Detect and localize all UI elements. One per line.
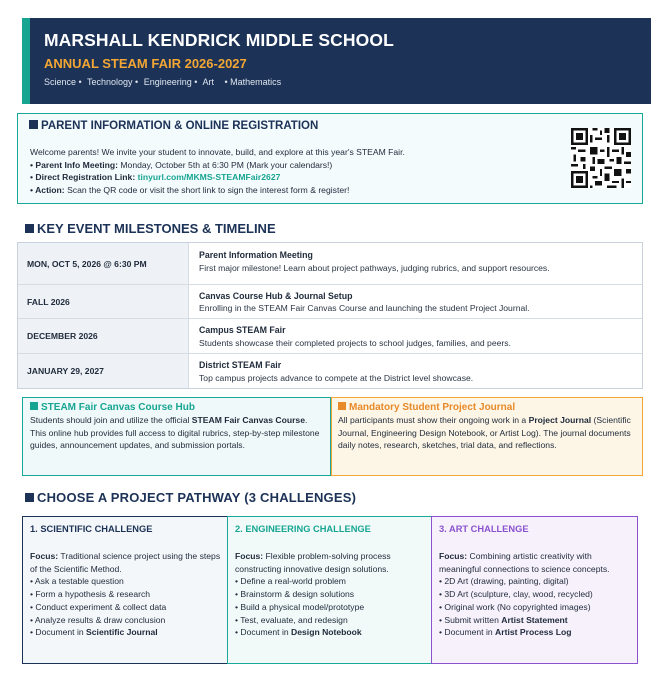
steam-tags: [44, 77, 284, 87]
list-item: • Conduct experiment & collect data: [30, 601, 221, 614]
pathway-body: [30, 550, 221, 639]
square-bullet-icon: [338, 402, 346, 410]
timeline-heading: KEY EVENT MILESTONES & TIMELINE: [25, 221, 276, 236]
list-item: • Document in Artist Process Log: [439, 626, 631, 639]
pathway-body: [235, 550, 425, 639]
list-item: • Original work (No copyrighted images): [439, 601, 631, 614]
tag-engineering: Engineering •: [143, 77, 198, 87]
timeline-event-title: Canvas Course Hub & Journal Setup: [199, 291, 353, 301]
registration-line: • Direct Registration Link: tinyurl.com/MKMS-STEAMFair2627: [30, 172, 281, 182]
pathways-heading: CHOOSE A PROJECT PATHWAY (3 CHALLENGES): [25, 490, 356, 505]
registration-link[interactable]: tinyurl.com/MKMS-STEAMFair2627: [137, 172, 281, 182]
pathway-heading: 2. ENGINEERING CHALLENGE: [235, 524, 371, 534]
tag-science: Science •: [44, 77, 82, 87]
timeline-date: DECEMBER 2026: [18, 319, 189, 353]
welcome-text: Welcome parents! We invite your student to innovate, build, and explore at this year's STEAM Fair.: [30, 147, 405, 157]
square-bullet-icon: [30, 402, 38, 410]
pathway-focus: Focus: Traditional science project using the steps of the Scientific Method.: [30, 551, 221, 574]
canvas-panel-title: STEAM Fair Canvas Course Hub: [30, 402, 195, 413]
journal-panel-text: All participants must show their ongoing work in a Project Journal (Scientific Journal, Engineering Design Notebook, or Artist Log). The journal documents daily notes, research, sketches, trial data, and reflections.: [338, 415, 631, 451]
list-item: • Brainstorm & design solutions: [235, 588, 425, 601]
timeline-row: [18, 285, 642, 319]
timeline-event-title: Parent Information Meeting: [199, 250, 313, 260]
pathway-heading: 3. ART CHALLENGE: [439, 524, 529, 534]
list-item: • Form a hypothesis & research: [30, 588, 221, 601]
pathway-focus: Focus: Flexible problem-solving process constructing innovative design solutions.: [235, 551, 391, 574]
school-name: MARSHALL KENDRICK MIDDLE SCHOOL: [44, 30, 394, 50]
timeline-date: FALL 2026: [18, 285, 189, 318]
art-challenge-column: [431, 516, 638, 664]
timeline-event-title: District STEAM Fair: [199, 360, 282, 370]
timeline-table: [17, 242, 643, 389]
list-item: • 2D Art (drawing, painting, digital): [439, 575, 631, 588]
list-item: • Build a physical model/prototype: [235, 601, 425, 614]
pathway-focus: Focus: Combining artistic creativity with meaningful connections to science concepts.: [439, 551, 610, 574]
header-accent-bar: [22, 18, 30, 104]
square-bullet-icon: [25, 224, 34, 233]
square-bullet-icon: [29, 120, 38, 129]
square-bullet-icon: [25, 493, 34, 502]
canvas-panel-text: Students should join and utilize the official STEAM Fair Canvas Course. This online hub provides full access to digital rubrics, step-by-step milestone guides, announcement updates, and submission portals.: [30, 415, 320, 451]
timeline-event-desc: First major milestone! Learn about project pathways, judging rubrics, and support resources.: [199, 263, 550, 273]
list-item: • 3D Art (sculpture, clay, wood, recycled): [439, 588, 631, 601]
list-item: • Ask a testable question: [30, 575, 221, 588]
qr-code-icon[interactable]: [571, 128, 631, 188]
timeline-event-title: Campus STEAM Fair: [199, 325, 286, 335]
timeline-event-desc: Top campus projects advance to compete at the District level showcase.: [199, 373, 474, 383]
engineering-challenge-column: [227, 516, 432, 664]
scientific-challenge-column: [22, 516, 228, 664]
timeline-date: JANUARY 29, 2027: [18, 354, 189, 388]
timeline-event-desc: Students showcase their completed projects to school judges, families, and peers.: [199, 338, 511, 348]
event-title: ANNUAL STEAM FAIR 2026-2027: [44, 56, 247, 71]
timeline-row: [18, 319, 642, 354]
tag-mathematics: • Mathematics: [224, 77, 282, 87]
parent-info-heading: PARENT INFORMATION & ONLINE REGISTRATION: [29, 120, 318, 132]
timeline-row: [18, 243, 642, 285]
list-item: • Document in Scientific Journal: [30, 626, 221, 639]
tag-technology: Technology •: [87, 77, 139, 87]
pathway-heading: 1. SCIENTIFIC CHALLENGE: [30, 524, 153, 534]
list-item: • Test, evaluate, and redesign: [235, 614, 425, 627]
parent-info-text: [30, 146, 405, 196]
timeline-row: [18, 354, 642, 388]
list-item: • Submit written Artist Statement: [439, 614, 631, 627]
timeline-date: MON, OCT 5, 2026 @ 6:30 PM: [18, 243, 189, 284]
timeline-event-desc: Enrolling in the STEAM Fair Canvas Course and launching the student Project Journal.: [199, 303, 530, 313]
meeting-line: • Parent Info Meeting: Monday, October 5th at 6:30 PM (Mark your calendars!): [30, 159, 333, 170]
action-line: • Action: Scan the QR code or visit the short link to sign the interest form & register!: [30, 184, 350, 195]
list-item: • Analyze results & draw conclusion: [30, 614, 221, 627]
tag-art: Art: [202, 77, 214, 87]
list-item: • Define a real-world problem: [235, 575, 425, 588]
list-item: • Document in Design Notebook: [235, 626, 425, 639]
journal-panel-title: Mandatory Student Project Journal: [338, 402, 515, 413]
pathway-body: [439, 550, 631, 639]
